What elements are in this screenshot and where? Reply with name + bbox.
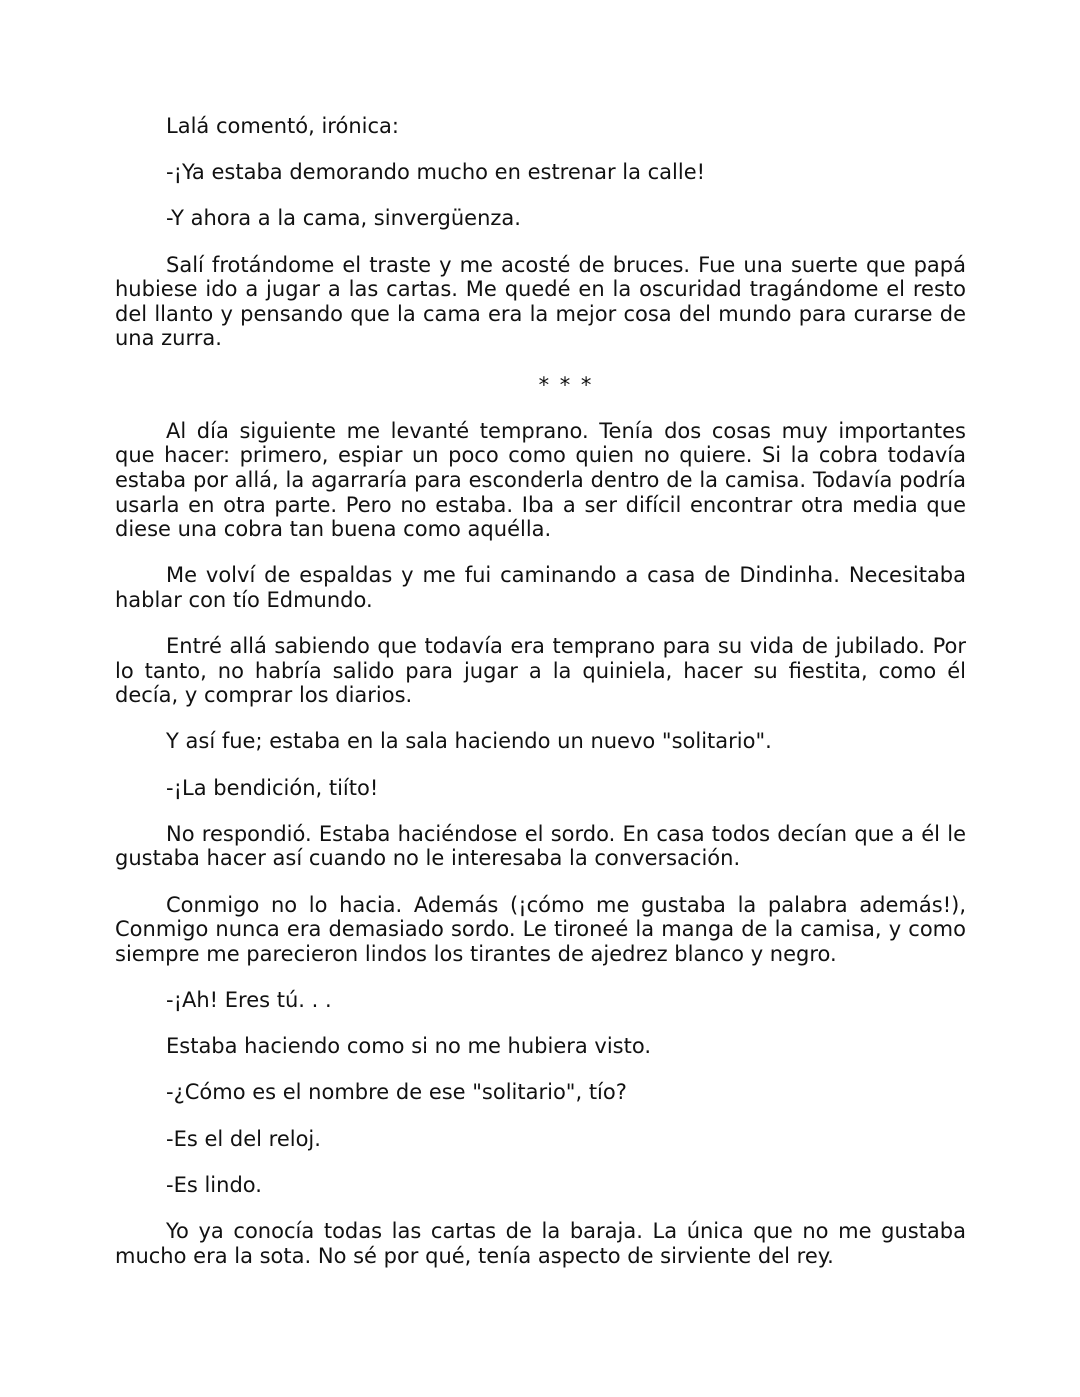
paragraph: Entré allá sabiendo que todavía era temprano para su vida de jubilado. Por lo tanto, no habría salido para jugar a la quiniela, hacer su fiestita, como él decía, y comprar los diarios. <box>115 634 966 708</box>
paragraph: -¿Cómo es el nombre de ese "solitario", tío? <box>166 1080 627 1105</box>
paragraph: -Y ahora a la cama, sinvergüenza. <box>166 206 521 231</box>
paragraph: Estaba haciendo como si no me hubiera visto. <box>166 1034 652 1059</box>
paragraph: -Es el del reloj. <box>166 1126 321 1151</box>
paragraph: Al día siguiente me levanté temprano. Tenía dos cosas muy importantes que hacer: primero, espiar un poco como quien no quiere. Si la cobra todavía estaba por allá, la agarraría para esconderla dentro de la camisa. Todavía podría usarla en otra parte. Pero no estaba. Iba a ser difícil encontrar otra media que diese una cobra tan buena como aquélla. <box>115 418 966 542</box>
paragraph: -¡Ya estaba demorando mucho en estrenar la calle! <box>166 160 706 185</box>
paragraph: -Es lindo. <box>166 1172 262 1197</box>
paragraph: -¡La bendición, tiíto! <box>166 775 379 800</box>
paragraph: Me volví de espaldas y me fui caminando a casa de Dindinha. Necesitaba hablar con tío Edmundo. <box>115 563 966 612</box>
paragraph: Lalá comentó, irónica: <box>166 114 399 138</box>
section-separator: * * * <box>538 372 594 397</box>
paragraph: -¡Ah! Eres tú. . . <box>166 987 332 1012</box>
paragraph: Salí frotándome el traste y me acosté de bruces. Fue una suerte que papá hubiese ido a jugar a las cartas. Me quedé en la oscuridad tragándome el resto del llanto y pensando que la cama era la mejor cosa del mundo para curarse de una zurra. <box>115 252 966 351</box>
paragraph: No respondió. Estaba haciéndose el sordo. En casa todos decían que a él le gustaba hacer así cuando no le interesaba la conversación. <box>115 821 966 871</box>
paragraph: Conmigo no lo hacia. Además (¡cómo me gustaba la palabra además!), Conmigo nunca era demasiado sordo. Le tironeé la manga de la camisa, y como siempre me parecieron lindos los tirantes de ajedrez blanco y negro. <box>115 892 966 966</box>
document-page <box>115 114 966 1290</box>
paragraph: Y así fue; estaba en la sala haciendo un nuevo "solitario". <box>166 729 772 754</box>
paragraph: Yo ya conocía todas las cartas de la baraja. La única que no me gustaba mucho era la sota. No sé por qué, tenía aspecto de sirviente del rey. <box>115 1218 966 1268</box>
